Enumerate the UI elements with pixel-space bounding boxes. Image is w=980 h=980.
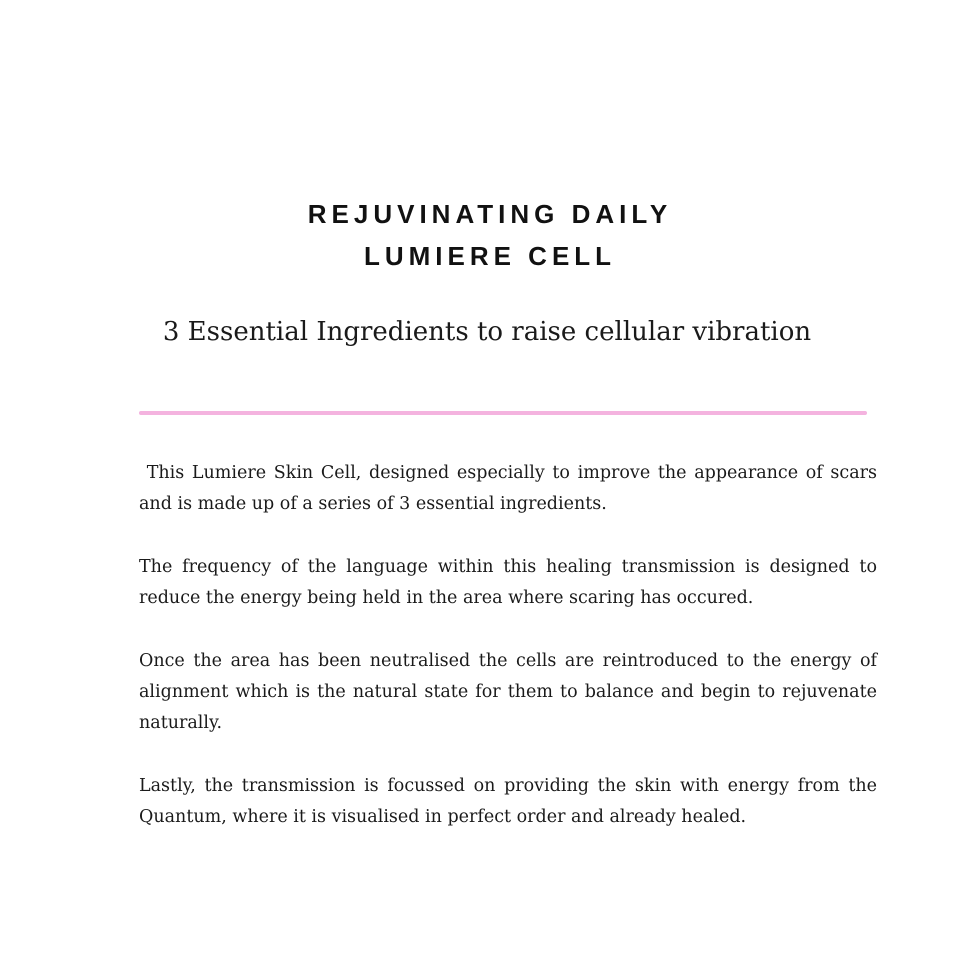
description-body xyxy=(139,458,883,834)
paragraph-alignment: Once the area has been neutralised the cells are reintroduced to the energy of alignment which is the natural state for them to balance and begin to rejuvenate naturally. xyxy=(139,650,877,734)
title-line-2: LUMIERE CELL xyxy=(363,241,617,271)
pink-divider xyxy=(139,411,867,415)
paragraph-quantum: Lastly, the transmission is focussed on providing the skin with energy from the Quantum, where it is visualised in perfect order and already healed. xyxy=(139,775,877,828)
page-title xyxy=(0,193,980,277)
title-line-1: REJUVINATING DAILY xyxy=(307,199,673,229)
paragraph-frequency: The frequency of the language within this healing transmission is designed to reduce the energy being held in the area where scaring has occured. xyxy=(139,556,877,609)
paragraph-intro: This Lumiere Skin Cell, designed especially to improve the appearance of scars and is made up of a series of 3 essential ingredients. xyxy=(139,463,883,515)
page-subtitle: 3 Essential Ingredients to raise cellular vibration xyxy=(162,317,812,347)
